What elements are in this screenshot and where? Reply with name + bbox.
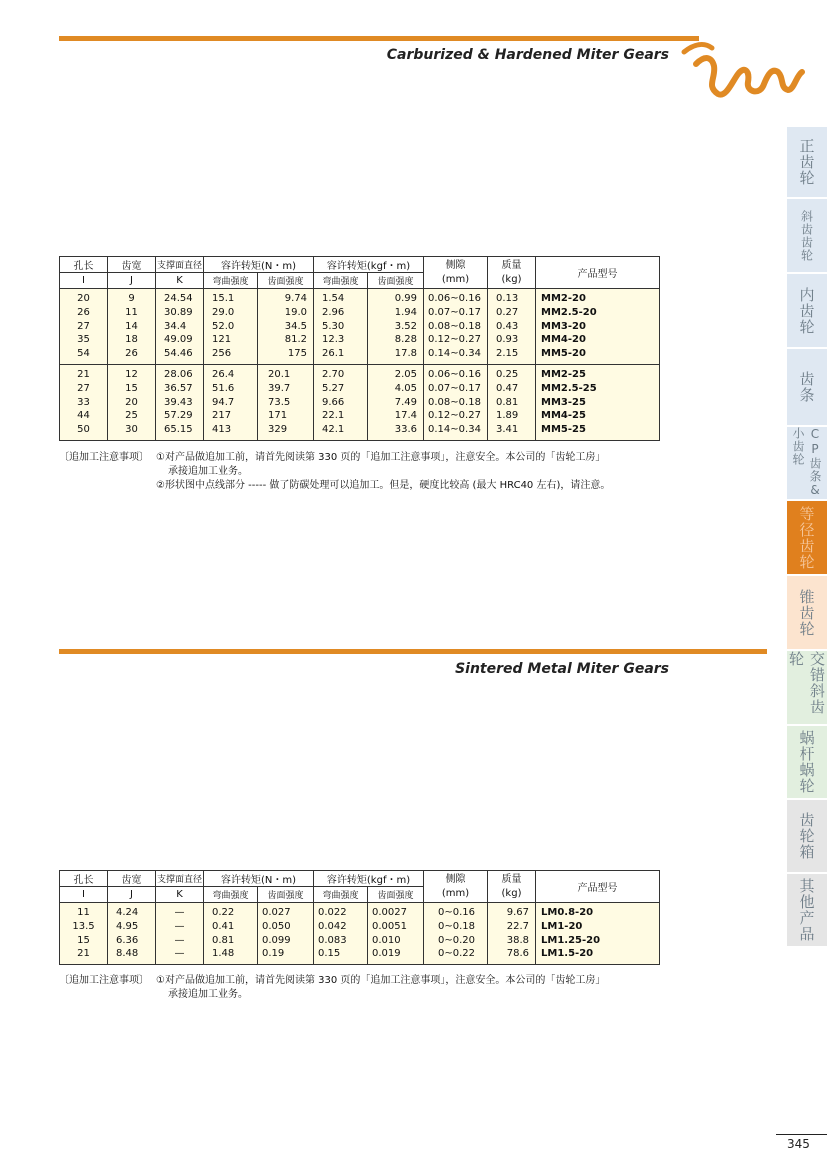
section1-title: Carburized & Hardened Miter Gears: [386, 47, 669, 63]
col-mass: 质量 (kg): [488, 257, 536, 289]
cell-width: 9 11 14 18 26: [108, 289, 156, 365]
cell-bore: 20 26 27 35 54: [60, 289, 108, 365]
cell-kgf-bend: 0.022 0.042 0.083 0.15: [314, 903, 368, 965]
col-bore-code: I: [60, 273, 108, 289]
section2-notes: [59, 974, 669, 1004]
col-width: 齿宽: [108, 257, 156, 273]
col-mount: 支撑面直径: [156, 257, 204, 273]
table-group-20: [60, 289, 660, 365]
cell-kgf-surface: 0.99 1.94 3.52 8.28 17.8: [368, 289, 424, 365]
note-1: ①对产品做追加工前，请首先阅读第 330 页的「追加工注意事项」，注意安全。本公司的「齿轮工房」: [156, 975, 606, 986]
col-width-code: J: [108, 887, 156, 903]
col-bore: 孔长: [60, 871, 108, 887]
col-backlash: 侧隙 (mm): [424, 871, 488, 903]
col-nm-bend: 弯曲强度: [204, 887, 258, 903]
col-nm-surface: 齿面强度: [258, 887, 314, 903]
notes-label: 〔追加工注意事项〕: [59, 452, 149, 463]
tab-cp-rack-pinion[interactable]: CP齿条&小齿轮: [787, 427, 827, 499]
table-row: [60, 903, 660, 965]
cell-width: 12 15 20 25 30: [108, 364, 156, 440]
col-bore: 孔长: [60, 257, 108, 273]
note-1-cont: 承接追加工业务。: [168, 989, 248, 1000]
cell-kgf-surface: 0.0027 0.0051 0.010 0.019: [368, 903, 424, 965]
cell-backlash: 0.06~0.16 0.07~0.17 0.08~0.18 0.12~0.27 0.14~0.34: [424, 289, 488, 365]
category-tabs: [787, 127, 827, 948]
section1-rule: [59, 36, 699, 41]
col-torque-kgf: 容许转矩(kgf・m): [314, 257, 424, 273]
section2-rule: [59, 649, 767, 654]
note-2: ②形状图中点线部分 ----- 做了防碳处理可以追加工。但是，硬度比较高 (最大 HRC40 左右)，请注意。: [156, 480, 611, 491]
table-row: [60, 364, 660, 440]
cell-bore: 21 27 33 44 50: [60, 364, 108, 440]
cell-nm-surface: 9.74 19.0 34.5 81.2 175: [258, 289, 314, 365]
cell-kgf-surface: 2.05 4.05 7.49 17.4 33.6: [368, 364, 424, 440]
col-nm-surface: 齿面强度: [258, 273, 314, 289]
cell-model: MM2-25 MM2.5-25 MM3-25 MM4-25 MM5-25: [536, 364, 660, 440]
tab-internal-gear[interactable]: 内齿轮: [787, 274, 827, 347]
col-nm-bend: 弯曲强度: [204, 273, 258, 289]
cell-backlash: 0~0.16 0~0.18 0~0.20 0~0.22: [424, 903, 488, 965]
cell-model: LM0.8-20 LM1-20 LM1.25-20 LM1.5-20: [536, 903, 660, 965]
sintered-gear-spec-table: [59, 870, 660, 965]
col-torque-kgf: 容许转矩(kgf・m): [314, 871, 424, 887]
page-number-rule: [776, 1134, 827, 1135]
col-width-code: J: [108, 273, 156, 289]
cell-mass: 0.13 0.27 0.43 0.93 2.15: [488, 289, 536, 365]
col-torque-nm: 容许转矩(N・m): [204, 871, 314, 887]
note-1: ①对产品做追加工前，请首先阅读第 330 页的「追加工注意事项」，注意安全。本公司的「齿轮工房」: [156, 452, 606, 463]
section2-title: Sintered Metal Miter Gears: [455, 661, 669, 677]
table-group-sintered: [60, 903, 660, 965]
tab-bevel-gear[interactable]: 锥齿轮: [787, 576, 827, 649]
cell-mount: 28.06 36.57 39.43 57.29 65.15: [156, 364, 204, 440]
section1-notes: [59, 451, 669, 495]
cell-nm-bend: 15.1 29.0 52.0 121 256: [204, 289, 258, 365]
cell-mount: 24.54 30.89 34.4 49.09 54.46: [156, 289, 204, 365]
cell-mass: 0.25 0.47 0.81 1.89 3.41: [488, 364, 536, 440]
tab-spur-gear[interactable]: 正齿轮: [787, 127, 827, 197]
col-mass: 质量 (kg): [488, 871, 536, 903]
cell-nm-surface: 0.027 0.050 0.099 0.19: [258, 903, 314, 965]
tab-miter-gear[interactable]: 等径齿轮: [787, 501, 827, 574]
page-number: 345: [787, 1137, 810, 1151]
tab-helical-gear[interactable]: 斜齿齿轮: [787, 199, 827, 272]
col-kgf-bend: 弯曲强度: [314, 273, 368, 289]
col-kgf-bend: 弯曲强度: [314, 887, 368, 903]
table-row: [60, 289, 660, 365]
cell-kgf-bend: 2.70 5.27 9.66 22.1 42.1: [314, 364, 368, 440]
tab-rack[interactable]: 齿条: [787, 349, 827, 425]
col-model: 产品型号: [536, 871, 660, 903]
cell-nm-surface: 20.1 39.7 73.5 171 329: [258, 364, 314, 440]
col-torque-nm: 容许转矩(N・m): [204, 257, 314, 273]
col-kgf-surface: 齿面强度: [368, 273, 424, 289]
miter-gear-spec-table: [59, 256, 660, 441]
col-bore-code: I: [60, 887, 108, 903]
cell-backlash: 0.06~0.16 0.07~0.17 0.08~0.18 0.12~0.27 0.14~0.34: [424, 364, 488, 440]
table-group-25: [60, 364, 660, 440]
col-kgf-surface: 齿面强度: [368, 887, 424, 903]
cell-bore: 11 13.5 15 21: [60, 903, 108, 965]
col-backlash: 侧隙 (mm): [424, 257, 488, 289]
tab-gearbox[interactable]: 齿轮箱: [787, 800, 827, 872]
cell-model: MM2-20 MM2.5-20 MM3-20 MM4-20 MM5-20: [536, 289, 660, 365]
cell-mount: — — — —: [156, 903, 204, 965]
tab-screw-gear[interactable]: 交错斜齿轮: [787, 651, 827, 724]
col-width: 齿宽: [108, 871, 156, 887]
cell-kgf-bend: 1.54 2.96 5.30 12.3 26.1: [314, 289, 368, 365]
cell-nm-bend: 26.4 51.6 94.7 217 413: [204, 364, 258, 440]
col-mount-code: K: [156, 887, 204, 903]
cell-width: 4.24 4.95 6.36 8.48: [108, 903, 156, 965]
tab-other-products[interactable]: 其他产品: [787, 874, 827, 946]
notes-label: 〔追加工注意事项〕: [59, 975, 149, 986]
col-mount: 支撑面直径: [156, 871, 204, 887]
gear-decoration-icon: [676, 34, 806, 104]
cell-mass: 9.67 22.7 38.8 78.6: [488, 903, 536, 965]
col-mount-code: K: [156, 273, 204, 289]
tab-worm-gear[interactable]: 蜗杆蜗轮: [787, 726, 827, 798]
note-1-cont: 承接追加工业务。: [168, 466, 248, 477]
col-model: 产品型号: [536, 257, 660, 289]
cell-nm-bend: 0.22 0.41 0.81 1.48: [204, 903, 258, 965]
